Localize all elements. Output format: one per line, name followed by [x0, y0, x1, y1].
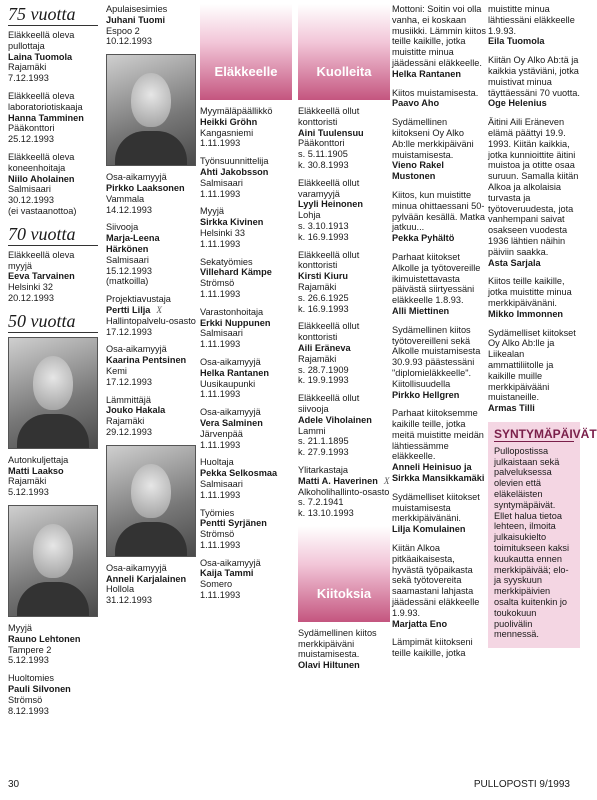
death-date: k. 13.10.1993 — [298, 508, 354, 519]
entry-place: Pääkonttori — [8, 123, 55, 134]
entry-title: Eläkkeellä oleva koneenhoitaja — [8, 151, 75, 173]
entry-place: Strömsö — [200, 529, 235, 540]
list-item — [200, 257, 292, 300]
entry-name: Sirkka Kivinen — [200, 217, 264, 228]
column-6 — [488, 4, 597, 648]
publication-name: PULLOPOSTI 9/1993 — [473, 779, 570, 790]
thanks-note — [488, 328, 580, 414]
death-date: k. 30.8.1993 — [298, 159, 349, 170]
entry-name: Erkki Nuppunen — [200, 317, 271, 328]
list-item — [298, 321, 390, 386]
banner-label: Kuolleita — [316, 64, 372, 80]
entry-date: 1.11.1993 — [200, 238, 241, 249]
entry-title: Apulaisesimies — [106, 4, 168, 14]
list-item — [106, 222, 198, 287]
thanks-signature: Pekka Pyhältö — [392, 233, 455, 244]
heading-70-years: 70 vuotta — [8, 224, 98, 246]
entry-date: 1.11.1993 — [200, 539, 241, 550]
thanks-signature: Mikko Immonnen — [488, 308, 564, 319]
thanks-text: Parhaat kiitoksemme kaikille teille, jotka meitä muistitte meidän lähtiessämme eläkkeelle. — [392, 408, 484, 462]
entry-date: 10.12.1993 — [106, 36, 152, 47]
entry-place: Strömsö — [200, 278, 235, 289]
thanks-signature: Asta Sarjala — [488, 257, 541, 268]
thanks-signature: Paavo Aho — [392, 98, 440, 109]
entry-place: Alkoholihallinto-osasto — [298, 486, 390, 497]
birth-date: s. 26.6.1925 — [298, 292, 349, 303]
entry-name: Matti A. Haverinen — [298, 475, 378, 486]
birthdays-info-box — [488, 422, 597, 648]
entry-name: Niilo Aholainen — [8, 173, 75, 184]
birth-date: s. 5.11.1905 — [298, 149, 348, 160]
entry-date: 17.12.1993 — [106, 326, 152, 337]
thanks-signature: Alli Miettinen — [392, 305, 450, 316]
thanks-text: Mottoni: Soitin voi olla vanha, ei koskaan musiikki. Lämmin kiitos teille kaikille, jotka muistitte minua jäädessäni eläkkeelle. — [392, 4, 486, 68]
thanks-signature: Lilja Komulainen — [392, 524, 466, 535]
obituary-list — [298, 106, 390, 519]
thanks-text: Lämpimät kiitokseni teille kaikille, jotka — [392, 637, 473, 659]
retirement-list — [200, 106, 292, 601]
list-item — [8, 250, 98, 304]
thanks-note — [392, 4, 486, 80]
thanks-signature: Armas Tilli — [488, 403, 535, 414]
entry-date: 31.12.1993 — [106, 595, 152, 606]
entry-place: Somero — [200, 579, 233, 590]
entry-name: Eeva Tarvainen — [8, 271, 75, 282]
entry-title: Ylitarkastaja — [298, 464, 349, 475]
thanks-note — [392, 252, 486, 317]
thanks-note — [392, 88, 486, 110]
entry-title: Myymäläpäällikkö — [200, 106, 273, 116]
entry-place: Espoo 2 — [106, 25, 140, 36]
entry-place: Kangasniemi — [200, 127, 254, 138]
entry-name: Helka Rantanen — [200, 367, 269, 378]
thanks-text: Parhaat kiitokset Alkolle ja työtovereille ikimuistettavasta päivästä siirtyessäni eläkkeelle 1.8.93. — [392, 251, 481, 306]
list-item — [8, 623, 98, 666]
portrait-photo — [8, 337, 98, 449]
entry-name: Kaija Tammi — [200, 568, 254, 579]
list-item — [8, 455, 98, 498]
entry-date: 8.12.1993 — [8, 705, 49, 716]
thanks-text: Sydämelliset kiitokset muistamisesta merkkipäivänäni. — [392, 491, 480, 524]
box-heading: SYNTYMÄPÄIVÄT — [494, 426, 597, 441]
entry-date: 30.12.1993 — [8, 195, 54, 206]
thanks-signature: Olavi Hiltunen — [298, 660, 360, 671]
entry-place: Hollola — [106, 584, 135, 595]
entry-date: 14.12.1993 — [106, 204, 152, 215]
entry-title: Osa-aikamyyjä — [200, 557, 261, 568]
entry-title: Varastonhoitaja — [200, 306, 264, 317]
entry-title: Autonkuljettaja — [8, 454, 69, 465]
column-5 — [392, 4, 486, 667]
entry-name: Pertti Lilja — [106, 304, 151, 315]
entry-name: Villehard Kämpe — [200, 267, 272, 278]
entry-place: Kemi — [106, 365, 127, 376]
entry-place: Salmisaari — [200, 177, 243, 188]
portrait-photo — [106, 54, 196, 166]
entry-date: 1.11.1993 — [200, 288, 241, 299]
entry-title: Lämmittäjä — [106, 394, 151, 405]
entry-title: Osa-aikamyyjä — [106, 172, 167, 183]
entry-date: 5.12.1993 — [8, 487, 49, 498]
handwritten-mark: X — [383, 475, 390, 486]
banner-label: Kiitoksia — [316, 586, 372, 602]
thanks-text: Kiitos, kun muistitte minua ohittaessani 50-pylvään kesällä. Matka jatkuu... — [392, 189, 485, 233]
list-item — [200, 206, 292, 249]
entry-date: 1.11.1993 — [200, 188, 241, 199]
page-number: 30 — [8, 779, 20, 790]
birth-date: s. 21.1.1895 — [298, 436, 349, 447]
list-item — [298, 465, 390, 519]
banner-thanks — [298, 526, 390, 622]
entry-title: Työnsuunnittelija — [200, 156, 269, 167]
entry-date: 17.12.1993 — [106, 376, 152, 387]
list-item — [200, 558, 292, 601]
column-4 — [298, 4, 390, 679]
list-item — [106, 563, 198, 606]
heading-75-years: 75 vuotta — [8, 4, 98, 26]
entry-place: Salmisaari — [106, 254, 149, 265]
thanks-signature: Vieno Rakel Mustonen — [392, 160, 444, 182]
list-item — [8, 152, 98, 217]
death-date: k. 27.9.1993 — [298, 447, 349, 458]
entry-place: Rajamäki — [298, 281, 337, 292]
thanks-signature: Pirkko Hellgren — [392, 389, 460, 400]
entry-place: Lammi — [298, 425, 326, 436]
list-item — [200, 407, 292, 450]
entry-name: Pirkko Laaksonen — [106, 182, 185, 193]
thanks-text: Sydämellinen kiitokseni Oy Alko Ab:lle merkkipäiväni muistamisesta. — [392, 117, 474, 160]
entry-title: Siivooja — [106, 222, 139, 233]
entry-note: (matkoilla) — [106, 276, 149, 287]
thanks-note — [298, 628, 390, 671]
heading-50-years: 50 vuotta — [8, 311, 98, 333]
list-item — [298, 106, 390, 171]
column-1 — [8, 4, 98, 723]
birth-date: s. 28.7.1909 — [298, 364, 349, 375]
list-item — [298, 250, 390, 315]
entry-title: Eläkkeellä oleva pullottaja — [8, 30, 75, 51]
entry-place: Rajamäki — [8, 62, 47, 73]
list-item — [200, 357, 292, 400]
thanks-note — [488, 4, 580, 47]
entry-date: 7.12.1993 — [8, 73, 49, 84]
thanks-signature: Marjatta Eno — [392, 618, 448, 629]
death-date: k. 16.9.1993 — [298, 231, 349, 242]
thanks-text: Kiitän Oy Alko Ab:tä ja kaikkia ystäviäni, jotka muistivat minua täyttäessäni 70 vuotta. — [488, 55, 580, 98]
entry-date: 25.12.1993 — [8, 134, 54, 145]
entry-title: Osa-aikamyyjä — [200, 356, 261, 367]
entry-place: Salmisaari — [200, 478, 243, 489]
thanks-text: Kiitän Alkoa pitkäaikaisesta, hyvästä työpaikasta sekä työtovereita saamastani lahjasta jäädessäni eläkkeelle 1.9.93. — [392, 543, 480, 618]
thanks-text: Sydämelliset kiitokset Oy Alko Ab:lle ja Liikealan ammattiliitolle ja kaikille muille merkkipäivääni muistaneille. — [488, 327, 576, 403]
list-item — [8, 30, 98, 84]
portrait-photo — [106, 445, 196, 557]
banner-deceased — [298, 4, 390, 100]
entry-name: Adele Viholainen — [298, 414, 372, 425]
thanks-note — [488, 117, 580, 268]
entry-date: 1.11.1993 — [200, 138, 241, 149]
thanks-note — [392, 190, 486, 244]
entry-date: 1.11.1993 — [200, 339, 241, 350]
entry-title: Myyjä — [8, 622, 32, 633]
entry-date: 1.11.1993 — [200, 389, 241, 400]
thanks-note — [392, 117, 486, 182]
entry-name: Laina Tuomola — [8, 51, 73, 62]
entry-title: Huoltaja — [200, 457, 234, 468]
entry-name: Hanna Tamminen — [8, 112, 84, 123]
thanks-signature: Eila Tuomola — [488, 36, 545, 47]
list-item — [106, 4, 198, 47]
list-item — [200, 457, 292, 500]
thanks-signature: Helka Rantanen — [392, 68, 461, 79]
thanks-text: Kiitos teille kaikille, jotka muistitte minua merkkipäivänäni. — [488, 276, 572, 308]
thanks-note — [392, 543, 486, 629]
entry-name: Rauno Lehtonen — [8, 633, 81, 644]
entry-title: Eläkkeellä oleva laboratoriotiskaaja — [8, 90, 83, 112]
thanks-text: Kiitos muistamisesta. — [392, 87, 479, 98]
entry-date: 1.11.1993 — [200, 590, 241, 601]
entry-name: Aini Tuulensuu — [298, 127, 364, 138]
entry-name: Ahti Jakobsson — [200, 166, 269, 177]
thanks-note — [392, 408, 486, 484]
entry-place: Hallintopalvelu-osasto — [106, 315, 196, 326]
portrait-photo — [8, 505, 98, 617]
thanks-note — [488, 276, 580, 319]
entry-place: Helsinki 33 — [200, 227, 245, 238]
entry-title: Projektiavustaja — [106, 294, 171, 305]
entry-place: Helsinki 32 — [8, 282, 53, 293]
list-item — [106, 344, 198, 387]
thanks-note — [392, 637, 486, 659]
entry-title: Eläkkeellä ollut konttoristi — [298, 321, 360, 343]
death-date: k. 19.9.1993 — [298, 375, 349, 386]
entry-place: Lohja — [298, 210, 321, 221]
entry-name: Juhani Tuomi — [106, 14, 166, 25]
list-item — [298, 393, 390, 458]
thanks-text: Sydämellinen kiitos työtovereilleni sekä Alkolle muistamisesta 30.9.93 päästessäni "diplomieläkkeelle". Kiitollisuudella — [392, 324, 481, 389]
entry-date: 5.12.1993 — [8, 655, 49, 666]
thanks-note — [392, 492, 486, 535]
entry-title: Osa-aikamyyjä — [200, 407, 261, 418]
entry-name: Jouko Hakala — [106, 405, 166, 416]
entry-title: Osa-aikamyyjä — [106, 344, 167, 355]
entry-name: Heikki Gröhn — [200, 116, 258, 127]
column-2 — [106, 4, 198, 613]
entry-name: Pekka Selkosmaa — [200, 468, 278, 479]
entry-name: Kaarina Pentsinen — [106, 355, 187, 366]
entry-place: Pääkonttori — [298, 138, 345, 149]
entry-place: Salmisaari — [200, 328, 243, 339]
thanks-list — [488, 4, 580, 414]
column-3 — [200, 4, 292, 608]
entry-place: Strömsö — [8, 694, 43, 705]
list-item — [200, 307, 292, 350]
entry-title: Eläkkeellä ollut konttoristi — [298, 106, 360, 127]
entry-name: Matti Laakso — [8, 465, 64, 476]
box-text: Pullopostissa julkaistaan sekä palveluksessa olevien että eläkeläisten syntymäpäivät. Ellet halua tietoa lehteen, ilmoita julkaisukielto toimitukseen kaksi kuukautta ennen merkkipäivää; elo- ja syyskuun merkkipäivien osalta kuitenkin jo toukokuun puolivälin mennessä. — [494, 445, 570, 640]
entry-name: Anneli Karjalainen — [106, 573, 187, 584]
thanks-note — [392, 325, 486, 401]
entry-note: (ei vastaanottoa) — [8, 205, 77, 216]
thanks-text: Äitini Aili Eräneven elämä päättyi 19.9. 1993. Kiitän kaikkia, jotka kunnioittite äitini muistoa ja otitte osaa suruun. Samalla kiitän Alkoa ja alkolaisia turvasta ja työtoveruudesta, jota vanhempani saivat osakseen vuodesta 1936 lähtien näihin päiviin saakka. — [488, 117, 579, 257]
thanks-text: Sydämellinen kiitos merkkipäiväni muistamisesta. — [298, 627, 377, 660]
entry-place: Tampere 2 — [8, 644, 52, 655]
entry-title: Huoltomies — [8, 673, 54, 684]
banner-retirements — [200, 4, 292, 100]
list-item — [106, 395, 198, 438]
handwritten-mark: X — [156, 304, 163, 315]
birth-date: s. 3.10.1913 — [298, 220, 349, 231]
thanks-list — [392, 4, 486, 659]
entry-title: Eläkkeellä ollut konttoristi — [298, 249, 360, 271]
list-item — [200, 106, 292, 149]
entry-place: Rajamäki — [106, 416, 145, 427]
banner-label: Eläkkeelle — [214, 64, 278, 80]
list-item — [8, 673, 98, 716]
entry-place: Salmisaari — [8, 184, 51, 195]
entry-title: Työmies — [200, 507, 235, 518]
entry-date: 1.11.1993 — [200, 489, 241, 500]
entry-name: Kirsti Kiuru — [298, 271, 349, 282]
list-item — [298, 178, 390, 243]
entry-place: Rajamäki — [8, 476, 47, 487]
entry-date: 1.11.1993 — [200, 439, 241, 450]
entry-title: Sekatyömies — [200, 256, 253, 267]
entry-title: Myyjä — [200, 206, 224, 217]
entry-date: 20.12.1993 — [8, 292, 54, 303]
thanks-signature: Oge Helenius — [488, 98, 547, 109]
entry-place: Järvenpää — [200, 428, 243, 439]
entry-place: Uusikaupunki — [200, 378, 256, 389]
entry-title: Eläkkeellä ollut varamyyjä — [298, 177, 360, 199]
entry-date: 15.12.1993 — [106, 265, 152, 276]
birth-date: s. 7.2.1941 — [298, 497, 344, 508]
list-item — [106, 294, 198, 337]
entry-name: Pauli Silvonen — [8, 683, 71, 694]
death-date: k. 16.9.1993 — [298, 303, 349, 314]
entry-name: Aili Eräneva — [298, 342, 351, 353]
entry-place: Rajamäki — [298, 353, 337, 364]
entry-name: Vera Salminen — [200, 417, 263, 428]
list-item — [200, 156, 292, 199]
thanks-signature: Anneli Heinisuo ja Sirkka Mansikkamäki — [392, 462, 485, 484]
entry-place: Vammala — [106, 193, 145, 204]
thanks-note — [488, 55, 580, 109]
list-item — [200, 508, 292, 551]
entry-name: Lyyli Heinonen — [298, 199, 364, 210]
entry-name: Marja-Leena Härkönen — [106, 233, 160, 254]
entry-date: 29.12.1993 — [106, 426, 152, 437]
thanks-text: muistitte minua lähtiessäni eläkkeelle 1.9.93. — [488, 4, 575, 36]
entry-title: Osa-aikamyyjä — [106, 562, 167, 573]
entry-name: Pentti Syrjänen — [200, 518, 267, 529]
list-item — [106, 172, 198, 215]
entry-title: Eläkkeellä oleva myyjä — [8, 249, 75, 271]
entry-title: Eläkkeellä ollut siivooja — [298, 393, 360, 414]
list-item — [8, 91, 98, 145]
